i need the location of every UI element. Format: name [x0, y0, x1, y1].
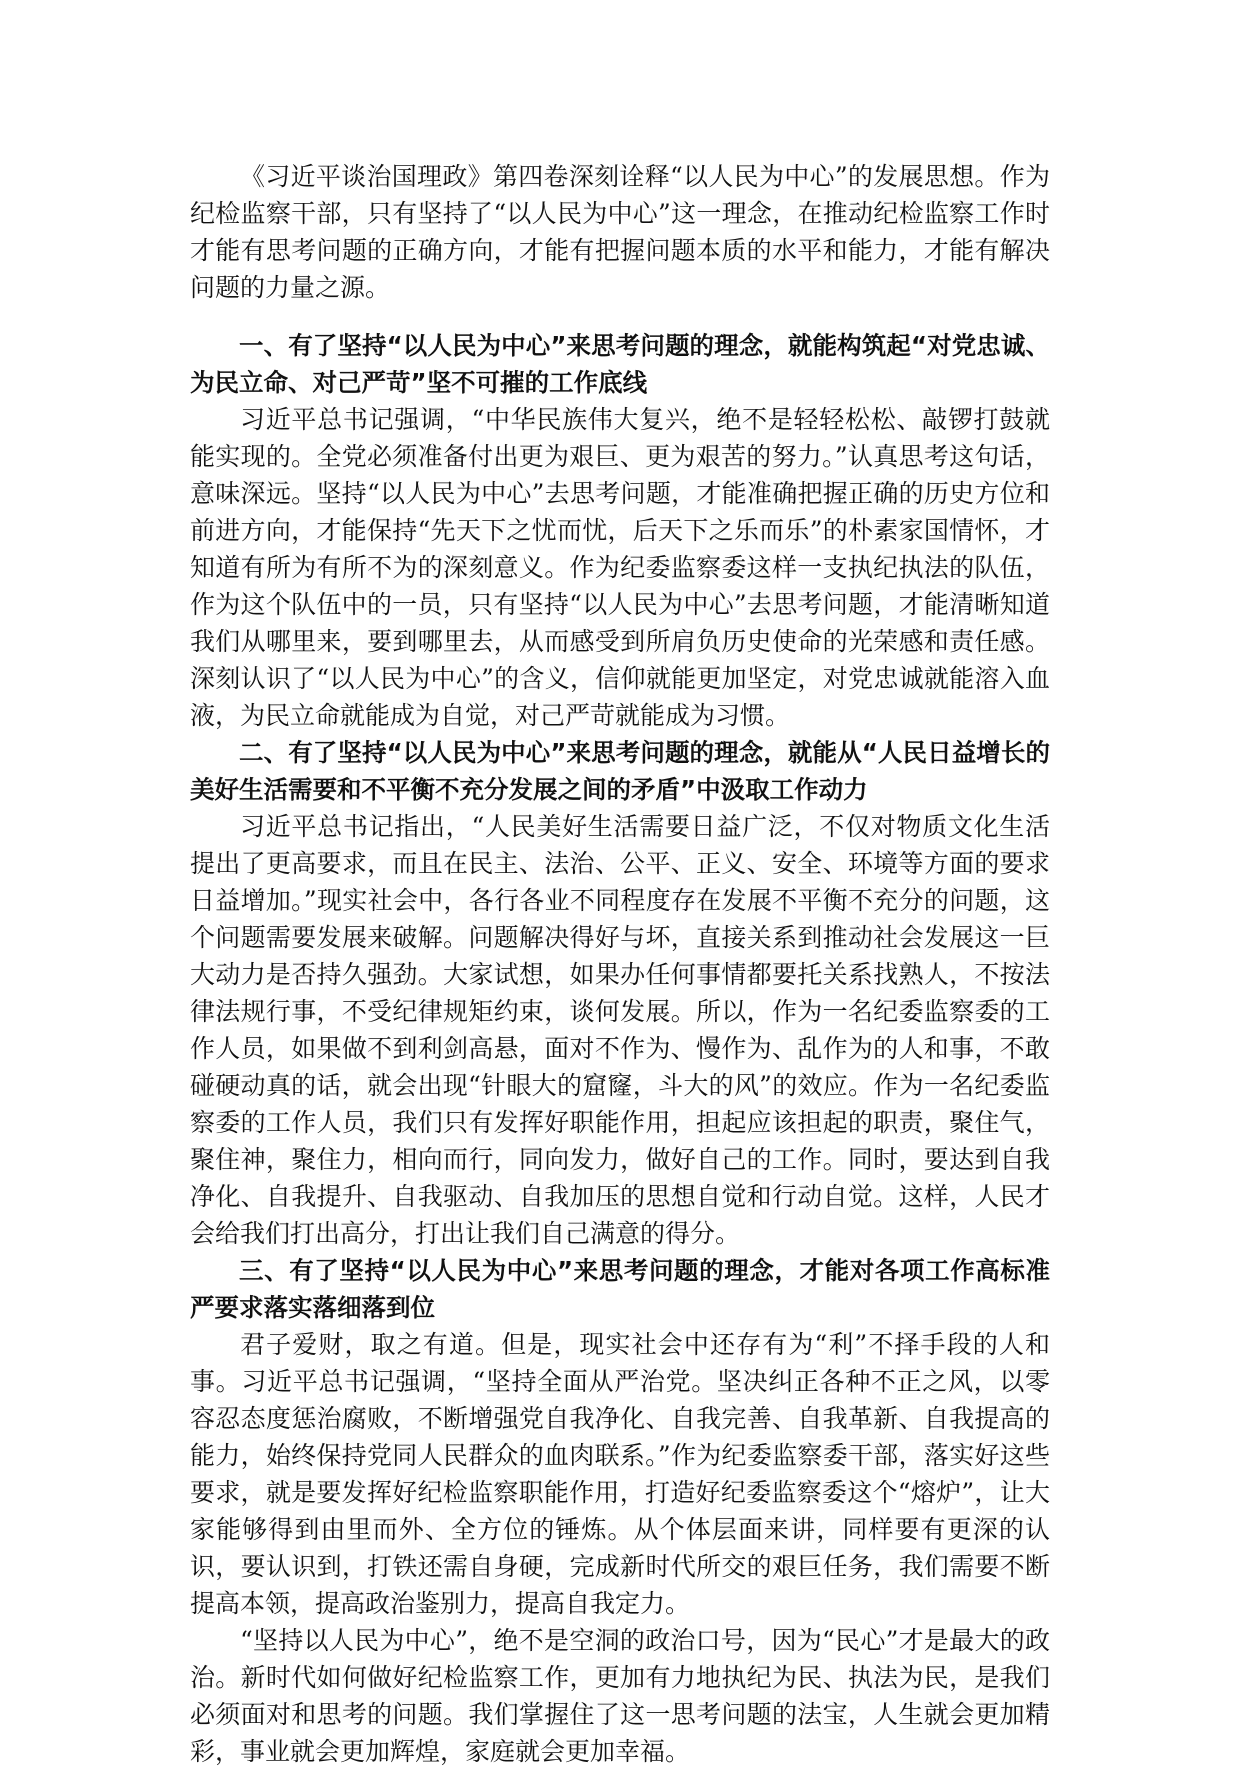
document-page [190, 158, 1050, 1770]
section-3-heading: 三、有了坚持“以人民为中心”来思考问题的理念，才能对各项工作高标准严要求落实落细落到位 [190, 1256, 1050, 1322]
section-2-heading: 二、有了坚持“以人民为中心”来思考问题的理念，就能从“人民日益增长的美好生活需要和不平衡不充分发展之间的矛盾”中汲取工作动力 [190, 738, 1050, 804]
section-3-body: 君子爱财，取之有道。但是，现实社会中还存有为“利”不择手段的人和事。习近平总书记强调，“坚持全面从严治党。坚决纠正各种不正之风，以零容忍态度惩治腐败，不断增强党自我净化、自我完善、自我革新、自我提高的能力，始终保持党同人民群众的血肉联系。”作为纪委监察委干部，落实好这些要求，就是要发挥好纪检监察职能作用，打造好纪委监察委这个“熔炉”，让大家能够得到由里而外、全方位的锤炼。从个体层面来讲，同样要有更深的认识，要认识到，打铁还需自身硬，完成新时代所交的艰巨任务，我们需要不断提高本领，提高政治鉴别力，提高自我定力。 [190, 1330, 1050, 1618]
section-1-body: 习近平总书记强调，“中华民族伟大复兴，绝不是轻轻松松、敲锣打鼓就能实现的。全党必须准备付出更为艰巨、更为艰苦的努力。”认真思考这句话，意味深远。坚持“以人民为中心”去思考问题，才能准确把握正确的历史方位和前进方向，才能保持“先天下之忧而忧，后天下之乐而乐”的朴素家国情怀，才知道有所为有所不为的深刻意义。作为纪委监察委这样一支执纪执法的队伍，作为这个队伍中的一员，只有坚持“以人民为中心”去思考问题，才能清晰知道我们从哪里来，要到哪里去，从而感受到所肩负历史使命的光荣感和责任感。深刻认识了“以人民为中心”的含义，信仰就能更加坚定，对党忠诚就能溶入血液，为民立命就能成为自觉，对己严苛就能成为习惯。 [190, 405, 1050, 730]
section-2-body: 习近平总书记指出，“人民美好生活需要日益广泛，不仅对物质文化生活提出了更高要求，而且在民主、法治、公平、正义、安全、环境等方面的要求日益增加。”现实社会中，各行各业不同程度存在发展不平衡不充分的问题，这个问题需要发展来破解。问题解决得好与坏，直接关系到推动社会发展这一巨大动力是否持久强劲。大家试想，如果办任何事情都要托关系找熟人，不按法律法规行事，不受纪律规矩约束，谈何发展。所以，作为一名纪委监察委的工作人员，如果做不到利剑高悬，面对不作为、慢作为、乱作为的人和事，不敢碰硬动真的话，就会出现“针眼大的窟窿，斗大的风”的效应。作为一名纪委监察委的工作人员，我们只有发挥好职能作用，担起应该担起的职责，聚住气，聚住神，聚住力，相向而行，同向发力，做好自己的工作。同时，要达到自我净化、自我提升、自我驱动、自我加压的思想自觉和行动自觉。这样，人民才会给我们打出高分，打出让我们自己满意的得分。 [190, 812, 1050, 1248]
closing-paragraph: “坚持以人民为中心”，绝不是空洞的政治口号，因为“民心”才是最大的政治。新时代如何做好纪检监察工作，更加有力地执纪为民、执法为民，是我们必须面对和思考的问题。我们掌握住了这一思考问题的法宝，人生就会更加精彩，事业就会更加辉煌，家庭就会更加幸福。 [190, 1626, 1050, 1766]
intro-paragraph: 《习近平谈治国理政》第四卷深刻诠释“以人民为中心”的发展思想。作为纪检监察干部，只有坚持了“以人民为中心”这一理念，在推动纪检监察工作时才能有思考问题的正确方向，才能有把握问题本质的水平和能力，才能有解决问题的力量之源。 [190, 162, 1050, 302]
section-1-heading: 一、有了坚持“以人民为中心”来思考问题的理念，就能构筑起“对党忠诚、为民立命、对己严苛”坚不可摧的工作底线 [190, 331, 1050, 397]
